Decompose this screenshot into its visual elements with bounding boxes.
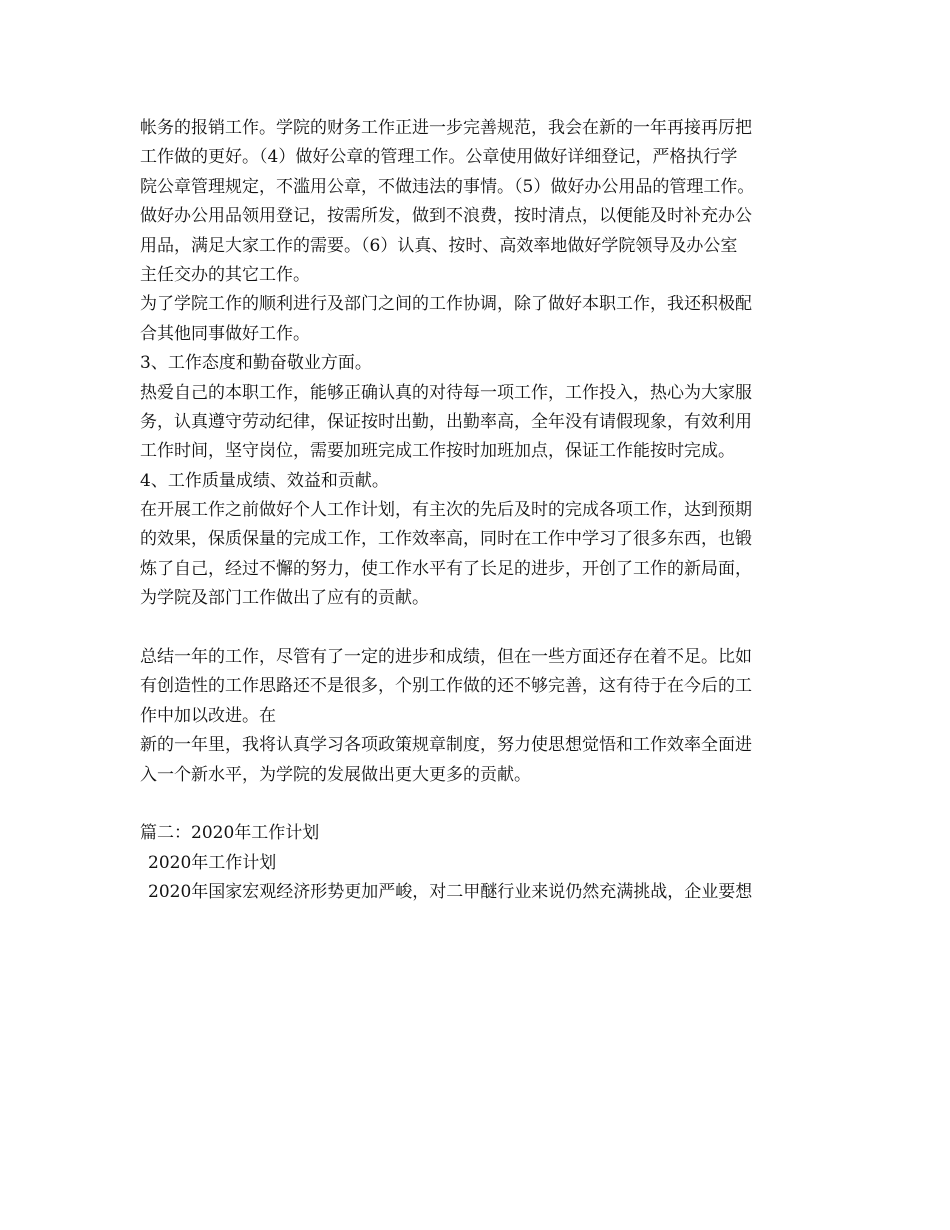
text-line: 帐务的报销工作。学院的财务工作正进一步完善规范，我会在新的一年再接再厉把 [140, 118, 752, 138]
text-line: 作中加以改进。在 [140, 705, 276, 726]
text-line: 做好办公用品领用登记，按需所发，做到不浪费，按时清点，以便能及时补充办公 [140, 206, 752, 227]
blank-line [140, 614, 820, 643]
text-line: 总结一年的工作，尽管有了一定的进步和成绩，但在一些方面还存在着不足。比如 [140, 647, 752, 668]
document-body [140, 114, 820, 908]
text-line: 炼了自己，经过不懈的努力，使工作水平有了长足的进步，开创了工作的新局面， [140, 558, 752, 579]
title-work-plan [140, 849, 820, 878]
section-heading: 4、工作质量成绩、效益和贡献。 [140, 470, 389, 491]
paragraph-cooperation [140, 290, 820, 349]
text-line: 务，认真遵守劳动纪律，保证按时出勤，出勤率高，全年没有请假现象，有效利用 [140, 411, 752, 432]
text-line: 工作时间，坚守岗位，需要加班完成工作按时加班加点，保证工作能按时完成。 [140, 441, 735, 462]
text-line: 在开展工作之前做好个人工作计划，有主次的先后及时的完成各项工作，达到预期 [140, 500, 752, 521]
text-line: 2020年国家宏观经济形势更加严峻，对二甲醚行业来说仍然充满挑战，企业要想 [148, 882, 753, 903]
heading-work-quality [140, 467, 820, 496]
text-line: 为学院及部门工作做出了应有的贡献。 [140, 588, 429, 609]
plan-title: 2020年工作计划 [148, 852, 277, 873]
text-line: 新的一年里，我将认真学习各项政策规章制度，努力使思想觉悟和工作效率全面进 [140, 735, 752, 756]
text-line: 为了学院工作的顺利进行及部门之间的工作协调，除了做好本职工作，我还积极配 [140, 294, 752, 315]
heading-work-attitude [140, 349, 820, 378]
text-line: 用品，满足大家工作的需要。（6）认真、按时、高效率地做好学院领导及办公室 [140, 235, 738, 256]
paragraph-finance-duties [140, 114, 820, 290]
text-line: 院公章管理规定，不滥用公章，不做违法的事情。（5）做好办公用品的管理工作。 [140, 176, 755, 197]
paragraph-work-plan [140, 878, 820, 907]
heading-part-two [140, 819, 820, 848]
paragraph-work-attitude [140, 379, 820, 467]
blank-line [140, 790, 820, 819]
text-line: 合其他同事做好工作。 [140, 323, 310, 344]
text-line: 工作做的更好。（4）做好公章的管理工作。公章使用做好详细登记，严格执行学 [140, 147, 738, 168]
paragraph-new-year [140, 731, 820, 790]
text-line: 主任交办的其它工作。 [140, 264, 310, 285]
paragraph-summary [140, 643, 820, 731]
text-line: 热爱自己的本职工作，能够正确认真的对待每一项工作，工作投入，热心为大家服 [140, 382, 752, 403]
paragraph-work-quality [140, 496, 820, 614]
section-heading: 3、工作态度和勤奋敬业方面。 [140, 353, 372, 374]
text-line: 有创造性的工作思路还不是很多，个别工作做的还不够完善，这有待于在今后的工 [140, 676, 752, 697]
section-heading: 篇二：2020年工作计划 [140, 823, 320, 844]
text-line: 入一个新水平，为学院的发展做出更大更多的贡献。 [140, 764, 531, 785]
text-line: 的效果，保质保量的完成工作，工作效率高，同时在工作中学习了很多东西，也锻 [140, 529, 752, 550]
